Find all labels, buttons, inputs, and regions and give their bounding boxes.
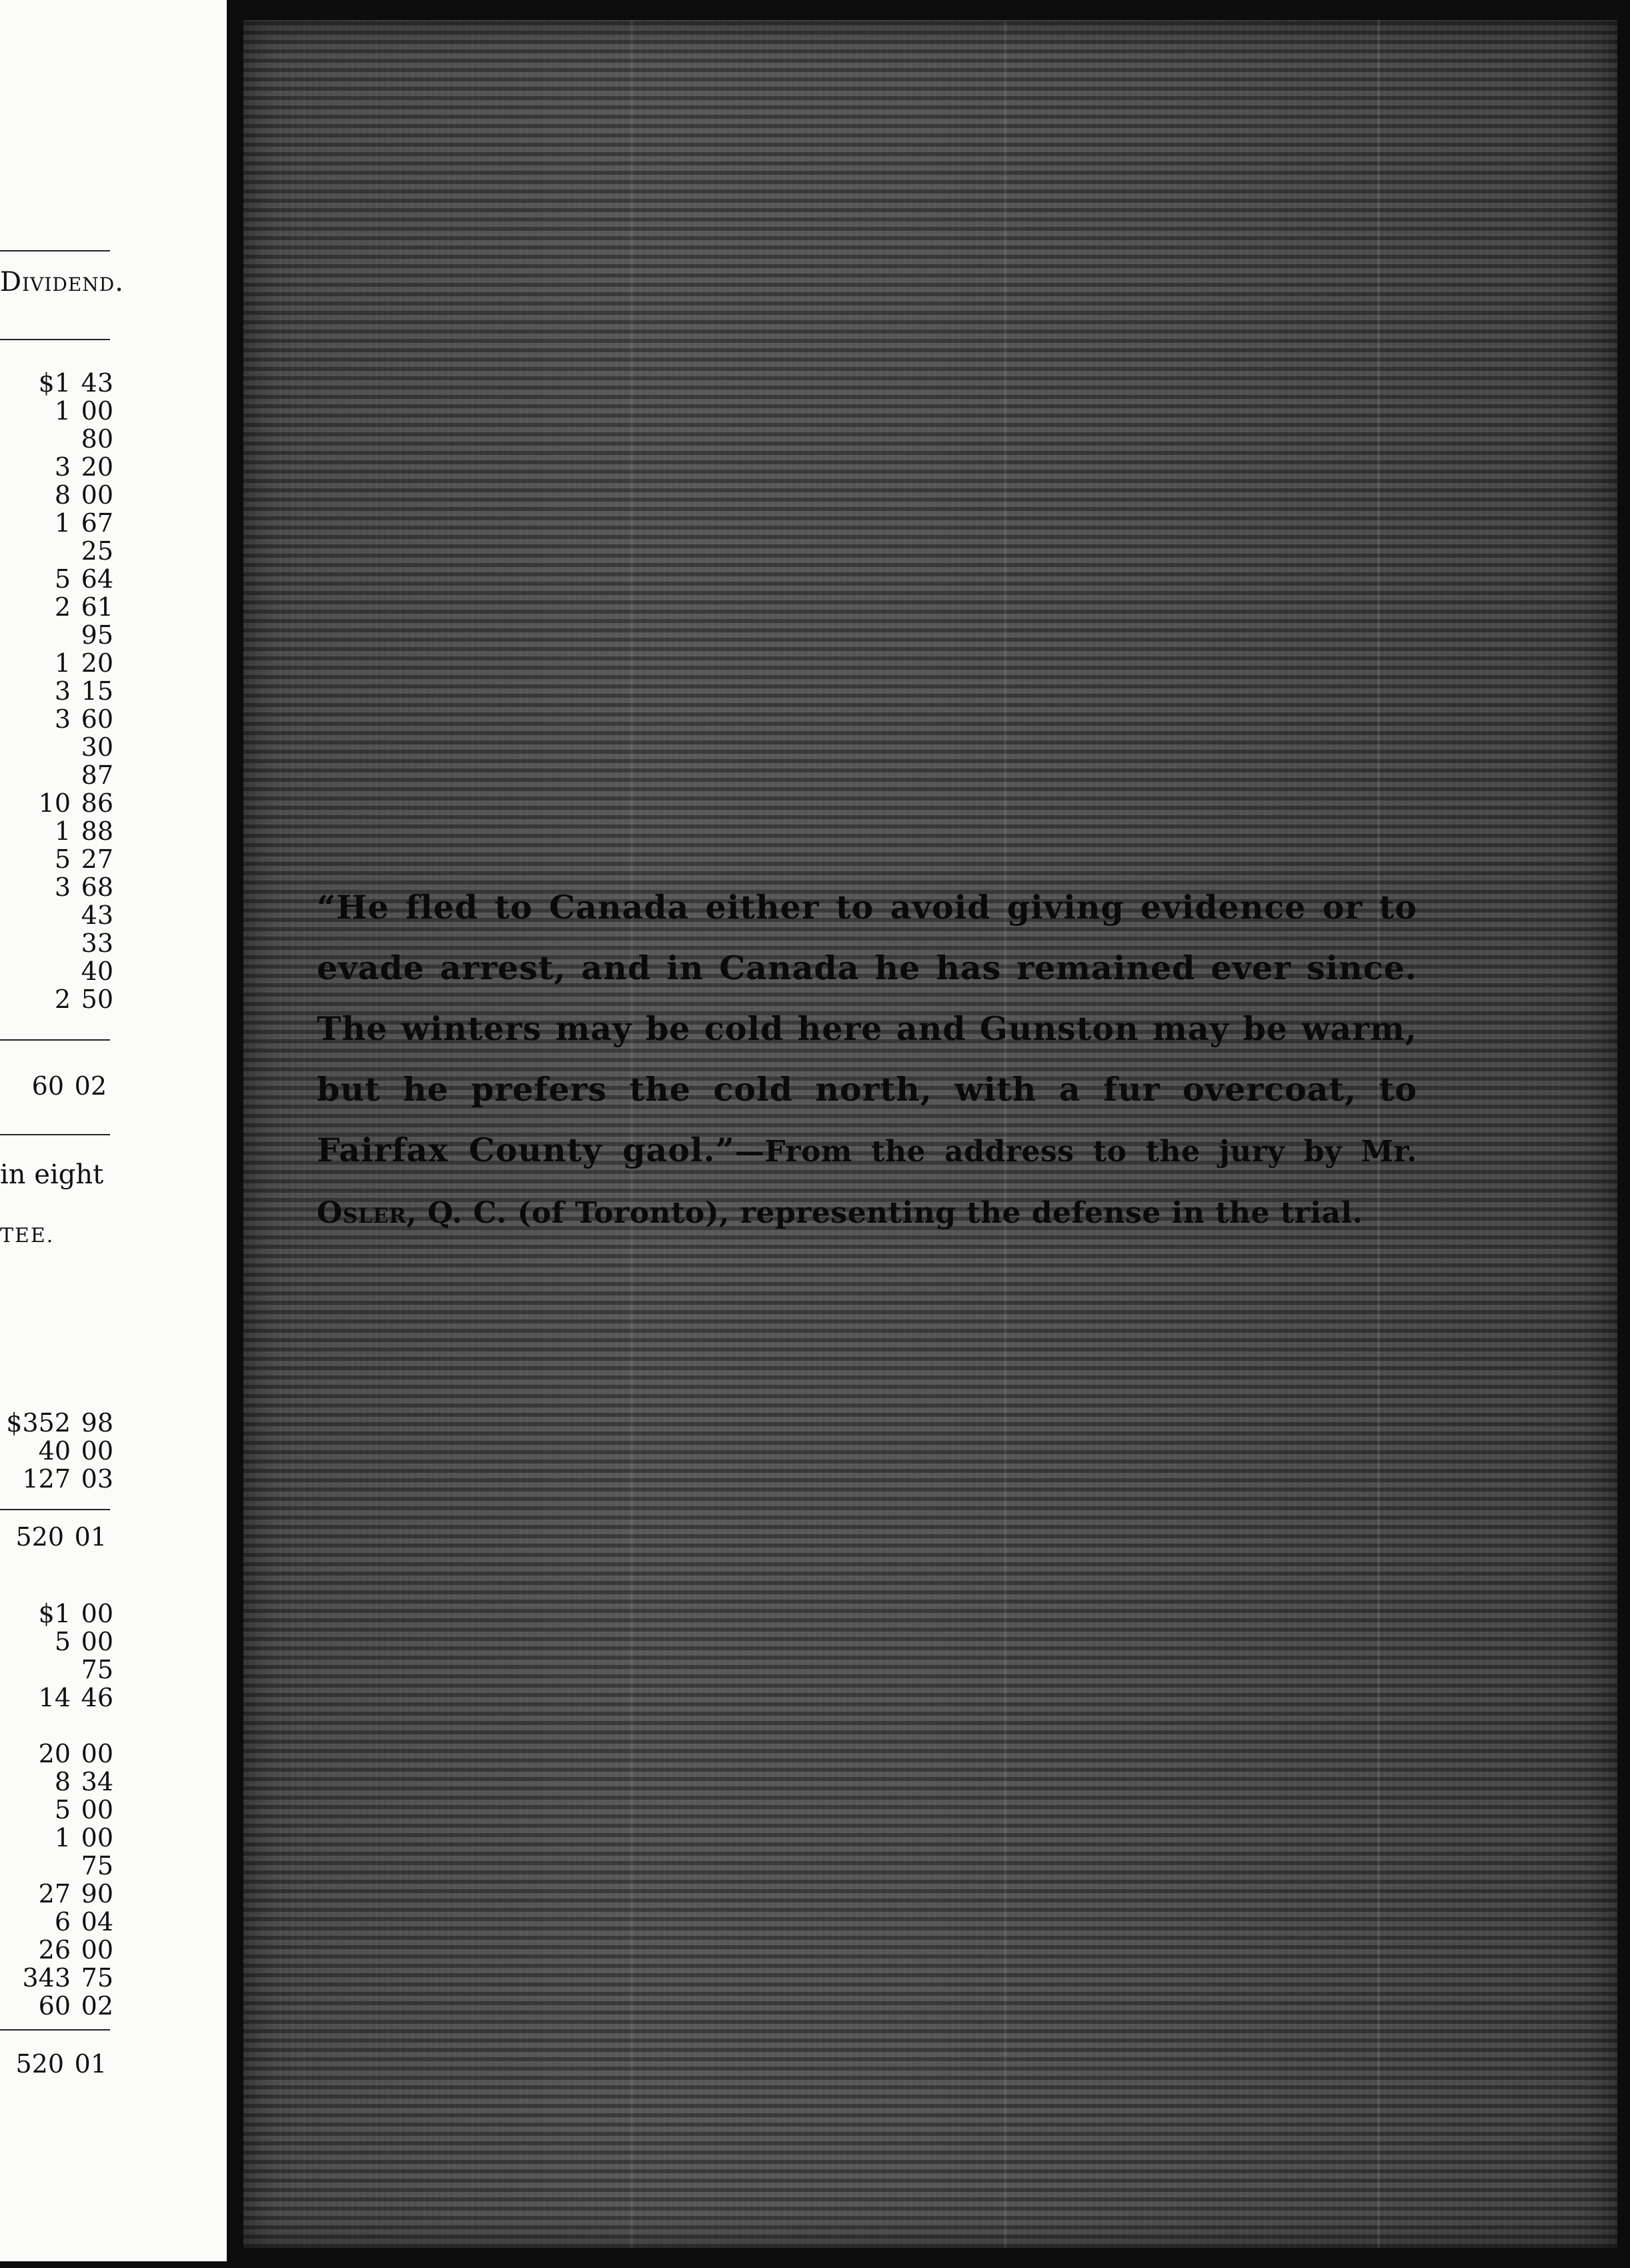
amount-row: 80 bbox=[81, 424, 113, 454]
payments-list bbox=[22, 1600, 113, 2020]
amount-row: 27 90 bbox=[38, 1879, 113, 1908]
amount-row: 95 bbox=[81, 620, 113, 650]
left-page bbox=[0, 0, 227, 2261]
amount-row: 75 bbox=[81, 1851, 113, 1880]
amount-row: 25 bbox=[81, 536, 113, 566]
rule bbox=[0, 1039, 110, 1041]
amount-row: 26 00 bbox=[38, 1935, 113, 1964]
amount-row: 3 60 bbox=[54, 704, 113, 734]
amount-row: 87 bbox=[81, 760, 113, 790]
amount-row: 40 bbox=[81, 957, 113, 986]
epigraph-quote bbox=[317, 877, 1417, 1243]
amount-row: 3 15 bbox=[54, 676, 113, 706]
payments-total: 520 01 bbox=[15, 2049, 107, 2079]
amount-row: 14 46 bbox=[38, 1683, 113, 1712]
amount-row: 33 bbox=[81, 929, 113, 958]
quote-source-name: Osler bbox=[317, 1196, 407, 1230]
rule bbox=[0, 1134, 110, 1135]
amount-row: $352 98 bbox=[6, 1408, 113, 1438]
amount-row: 5 00 bbox=[54, 1795, 113, 1824]
quote-text: “He fled to Canada either to avoid giving evidence or to evade arrest, and in Canada he has remained ever since. The winters may be cold here and Gunston may be warm, but he prefers the cold north, with a fur overcoat, to Fairfax County gaol.” bbox=[317, 888, 1417, 1169]
amount-row: 127 03 bbox=[22, 1464, 113, 1494]
rule bbox=[0, 250, 110, 251]
amount-row: 2 50 bbox=[54, 985, 113, 1014]
amount-row: 10 86 bbox=[38, 788, 113, 818]
amount-row: 8 00 bbox=[54, 480, 113, 510]
amount-row: 5 00 bbox=[54, 1627, 113, 1656]
amount-row: 5 27 bbox=[54, 844, 113, 874]
rule bbox=[0, 1509, 110, 1510]
receipts-list bbox=[6, 1409, 113, 1493]
amount-row: 3 20 bbox=[54, 452, 113, 482]
amount-row: 75 bbox=[81, 1655, 113, 1684]
amount-row: 20 00 bbox=[38, 1739, 113, 1768]
quote-source-prefix: —From the address to the jury by Mr. bbox=[734, 1135, 1417, 1169]
column-heading: Dividend. bbox=[0, 267, 124, 298]
amount-row: 40 00 bbox=[38, 1436, 113, 1466]
amount-row: 343 75 bbox=[22, 1963, 113, 1993]
amount-row: 3 68 bbox=[54, 873, 113, 902]
amount-row: 1 67 bbox=[54, 508, 113, 538]
receipts-total: 520 01 bbox=[15, 1522, 107, 1552]
amount-row: $1 00 bbox=[38, 1599, 113, 1628]
rule bbox=[0, 2029, 110, 2031]
rule bbox=[0, 339, 110, 340]
amount-row: 30 bbox=[81, 732, 113, 762]
label-tee: TEE. bbox=[0, 1224, 55, 1247]
amount-row bbox=[22, 1712, 113, 1740]
label-in-eight: in eight bbox=[0, 1159, 104, 1190]
amount-row: 2 61 bbox=[54, 592, 113, 622]
dividend-list bbox=[39, 369, 113, 1013]
amount-row: 8 34 bbox=[54, 1767, 113, 1796]
amount-row: 1 20 bbox=[54, 648, 113, 678]
amount-row: 60 02 bbox=[38, 1991, 113, 2021]
amount-row: 43 bbox=[81, 901, 113, 930]
quote-source-suffix: , Q. C. (of Toronto), representing the defense in the trial. bbox=[406, 1196, 1363, 1230]
dividend-total: 60 02 bbox=[31, 1071, 107, 1101]
amount-row: 1 88 bbox=[54, 816, 113, 846]
amount-row: 6 04 bbox=[54, 1907, 113, 1936]
amount-row: 1 00 bbox=[54, 1823, 113, 1852]
amount-row: 1 00 bbox=[54, 396, 113, 426]
amount-row: $1 43 bbox=[38, 368, 113, 398]
amount-row: 5 64 bbox=[54, 564, 113, 594]
